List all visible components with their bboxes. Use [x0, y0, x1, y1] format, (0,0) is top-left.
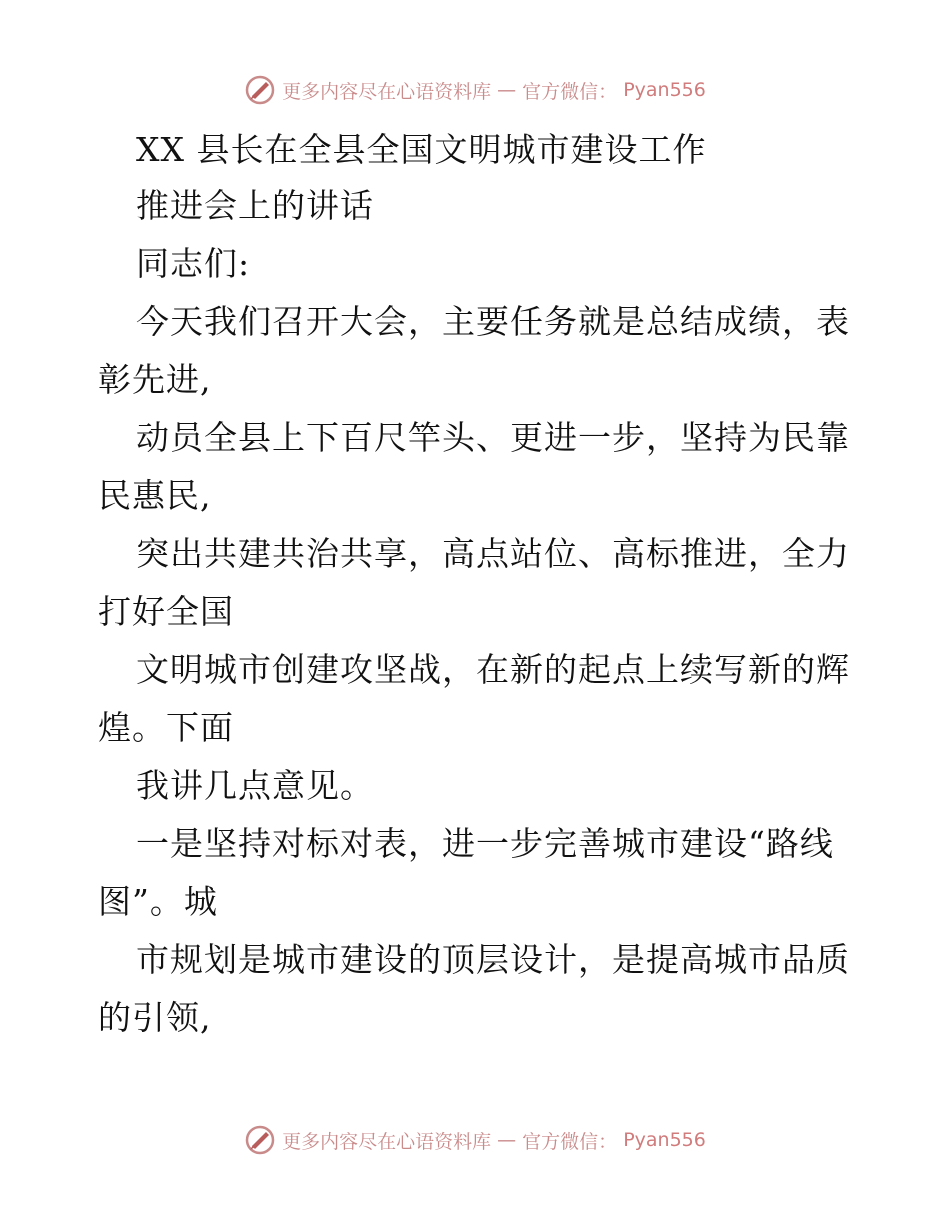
watermark-text: 更多内容尽在心语资料库: [282, 80, 492, 103]
watermark-label: 官方微信：: [522, 80, 618, 103]
paragraph-line: 文明城市创建攻坚战，在新的起点上续写新的辉: [136, 650, 850, 689]
paragraph-line: 我讲几点意见。: [136, 766, 374, 805]
logo-icon: [244, 1124, 276, 1156]
paragraph-line: 的引领,: [98, 998, 212, 1037]
header-watermark: [0, 70, 950, 110]
paragraph-line: 彰先进,: [98, 360, 212, 399]
salutation: 同志们:: [136, 244, 251, 283]
paragraph-line: 一是坚持对标对表，进一步完善城市建设“路线: [136, 824, 834, 863]
watermark-label: 官方微信：: [522, 1130, 618, 1153]
footer-watermark: [0, 1120, 950, 1160]
watermark-text: 更多内容尽在心语资料库: [282, 1130, 492, 1153]
paragraph-line: 动员全县上下百尺竿头、更进一步，坚持为民靠: [136, 418, 850, 457]
paragraph-line: 今天我们召开大会，主要任务就是总结成绩，表: [136, 302, 850, 341]
paragraph-line: 图”。城: [98, 882, 218, 921]
logo-icon: [244, 74, 276, 106]
paragraph-line: 市规划是城市建设的顶层设计，是提高城市品质: [136, 940, 850, 979]
paragraph-line: 打好全国: [98, 592, 234, 631]
paragraph-line: 煌。下面: [98, 708, 234, 747]
watermark-id: Pyan556: [623, 79, 706, 101]
watermark-separator: —: [497, 1129, 517, 1151]
watermark-id: Pyan556: [623, 1129, 706, 1151]
title-line-2: 推进会上的讲话: [136, 186, 374, 225]
title-line-1: XX 县长在全县全国文明城市建设工作: [136, 130, 707, 169]
paragraph-line: 突出共建共治共享，高点站位、高标推进，全力: [136, 534, 850, 573]
watermark-separator: —: [497, 79, 517, 101]
paragraph-line: 民惠民,: [98, 476, 212, 515]
